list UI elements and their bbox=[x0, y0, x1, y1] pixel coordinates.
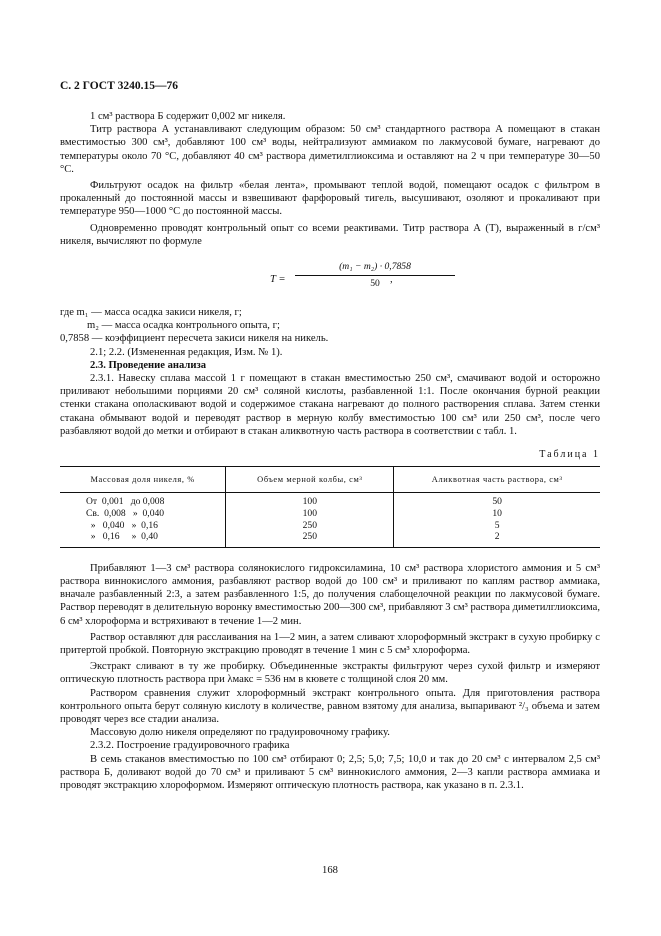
paragraph: В семь стаканов вместимостью по 100 см³ отбирают 0; 2,5; 5,0; 7,5; 10,0 и так до 20 см³ с интервалом 2,5 см³ раствора Б, доливают водой до 70 см³ и приливают 5 см³ виннокислого аммония, 2—3 капли раствора аммиака и проводят экстракцию хлороформом. Измеряют оптическую плотность раствора, как указано в п. 2.3.1. bbox=[60, 753, 600, 792]
table-cell: 100 bbox=[226, 508, 394, 520]
formula-lhs: T = bbox=[270, 274, 286, 286]
table-row bbox=[60, 493, 600, 508]
paragraph: Раствором сравнения служит хлороформный экстракт контрольного опыта. Для приготовления раствора контрольного опыта берут соляную кислоту в количестве, равном взятому для анализа, выпаривают ²/₃ объема и затем проводят через все стадии анализа. bbox=[60, 687, 600, 726]
document-page bbox=[60, 0, 600, 936]
table-caption: Таблица 1 bbox=[539, 449, 600, 461]
paragraph: Одновременно проводят контрольный опыт со всеми реактивами. Титр раствора А (T), выраженный в г/см³ никеля, вычисляют по формуле bbox=[60, 222, 600, 247]
table-cell: » 0,040 » 0,16 bbox=[86, 519, 158, 531]
formula-numerator: (m₁ − m₂) · 0,7858 bbox=[295, 260, 455, 276]
table-cell: 50 bbox=[394, 493, 600, 508]
column-header: Объем мерной колбы, см³ bbox=[226, 467, 394, 493]
formula-denominator: 50 bbox=[370, 278, 380, 290]
table-cell: 100 bbox=[226, 493, 394, 508]
formula-trailing: , bbox=[390, 274, 393, 286]
subsection-heading: 2.3.2. Построение градуировочного графика bbox=[90, 740, 290, 752]
column-header: Аликвотная часть раствора, см³ bbox=[394, 467, 600, 493]
table-cell: 2 bbox=[394, 531, 600, 547]
table-row bbox=[60, 508, 600, 520]
formula-definitions bbox=[60, 306, 600, 346]
paragraph: 1 см³ раствора Б содержит 0,002 мг никеля. bbox=[90, 111, 286, 122]
page-header: С. 2 ГОСТ 3240.15—76 bbox=[60, 80, 179, 92]
edition-note: 2.1; 2.2. (Измененная редакция, Изм. № 1). bbox=[90, 346, 283, 358]
paragraph: Раствор оставляют для расслаивания на 1—2 мин, а затем сливают хлороформный экстракт в сухую пробирку с притертой пробкой. Повторную экстракцию проводят в течение 1 мин с 5 см³ хлороформа. bbox=[60, 631, 600, 657]
formula-fraction bbox=[295, 260, 455, 290]
paragraph: Экстракт сливают в ту же пробирку. Объединенные экстракты фильтруют через сухой фильтр и измеряют оптическую плотность раствора при λмакс = 536 нм в кювете с толщиной слоя 20 мм. bbox=[60, 661, 600, 686]
table-cell: Св. 0,008 » 0,040 bbox=[86, 508, 165, 520]
definition-line: где m₁ — масса осадка закиси никеля, г; bbox=[60, 307, 242, 319]
column-header: Массовая доля никеля, % bbox=[60, 467, 226, 493]
paragraph: Прибавляют 1—3 см³ раствора солянокислого гидроксиламина, 10 см³ раствора хлористого аммония и 5 см³ раствора виннокислого аммония, разбавляют раствор водой до 100 см³ и приливают по каплям раствор аммиака, вначале разбавленный 2:3, а затем разбавленного 1:5, до получения слабощелочной реакции по лакмусовой бумаге. Раствор переводят в делительную воронку вместимостью 200—300 см³, прибавляют 3 см³ раствора диметилглиоксима, 6 см³ хлороформа и встряхивают в течение 1—2 мин. bbox=[60, 562, 600, 627]
document-body bbox=[60, 110, 600, 792]
table-cell: » 0,16 » 0,40 bbox=[60, 531, 226, 547]
section-heading: 2.3. Проведение анализа bbox=[90, 359, 206, 371]
definition-line: 0,7858 — коэффициент пересчета закиси никеля на никель. bbox=[60, 333, 329, 345]
titer-formula bbox=[60, 260, 600, 300]
table-cell: От 0,001 до 0,008 bbox=[86, 496, 165, 508]
table-cell: 250 bbox=[226, 520, 394, 532]
table-cell: 10 bbox=[394, 508, 600, 520]
nickel-table bbox=[60, 466, 600, 548]
paragraph: Массовую долю никеля определяют по градуировочному графику. bbox=[90, 727, 390, 739]
table-row bbox=[60, 520, 600, 532]
table-header-row bbox=[60, 467, 600, 493]
table-cell: 250 bbox=[226, 531, 394, 547]
paragraph: Фильтруют осадок на фильтр «белая лента», промывают теплой водой, помещают осадок с фильтром в прокаленный до постоянной массы и взвешивают фарфоровый тигель, высушивают, озоляют и прокаливают при температуре 950—1000 °С до постоянной массы. bbox=[60, 180, 600, 218]
definition-line: m₂ — масса осадка контрольного опыта, г; bbox=[87, 320, 280, 332]
table-cell: 5 bbox=[394, 520, 600, 532]
table-row bbox=[60, 531, 600, 547]
page-number: 168 bbox=[322, 865, 338, 876]
paragraph: 2.3.1. Навеску сплава массой 1 г помещают в стакан вместимостью 250 см³, смачивают водой и осторожно приливают небольшими порциями 20 см³ соляной кислоты, разбавленной 1:1. После окончания бурной реакции стенки стакана ополаскивают водой и содержимое стакана нагревают до полного растворения сплава. Затем стенки стакана обмывают водой и переводят раствор в мерную колбу вместимостью 100 см³ или 250 см³, после чего разбавляют водой до метки и отбирают в стакан аликвотную часть раствора в соответствии с табл. 1. bbox=[60, 373, 600, 437]
paragraph: Титр раствора А устанавливают следующим образом: 50 см³ стандартного раствора А помещают в стакан вместимостью 300 см³, добавляют 100 см³ воды, нейтрализуют аммиаком по лакмусовой бумаге, нагревают до температуры около 70 °С, добавляют 40 см³ раствора диметилглиоксима и оставляют на 2 ч при температуре 30—50 °С. bbox=[60, 124, 600, 175]
